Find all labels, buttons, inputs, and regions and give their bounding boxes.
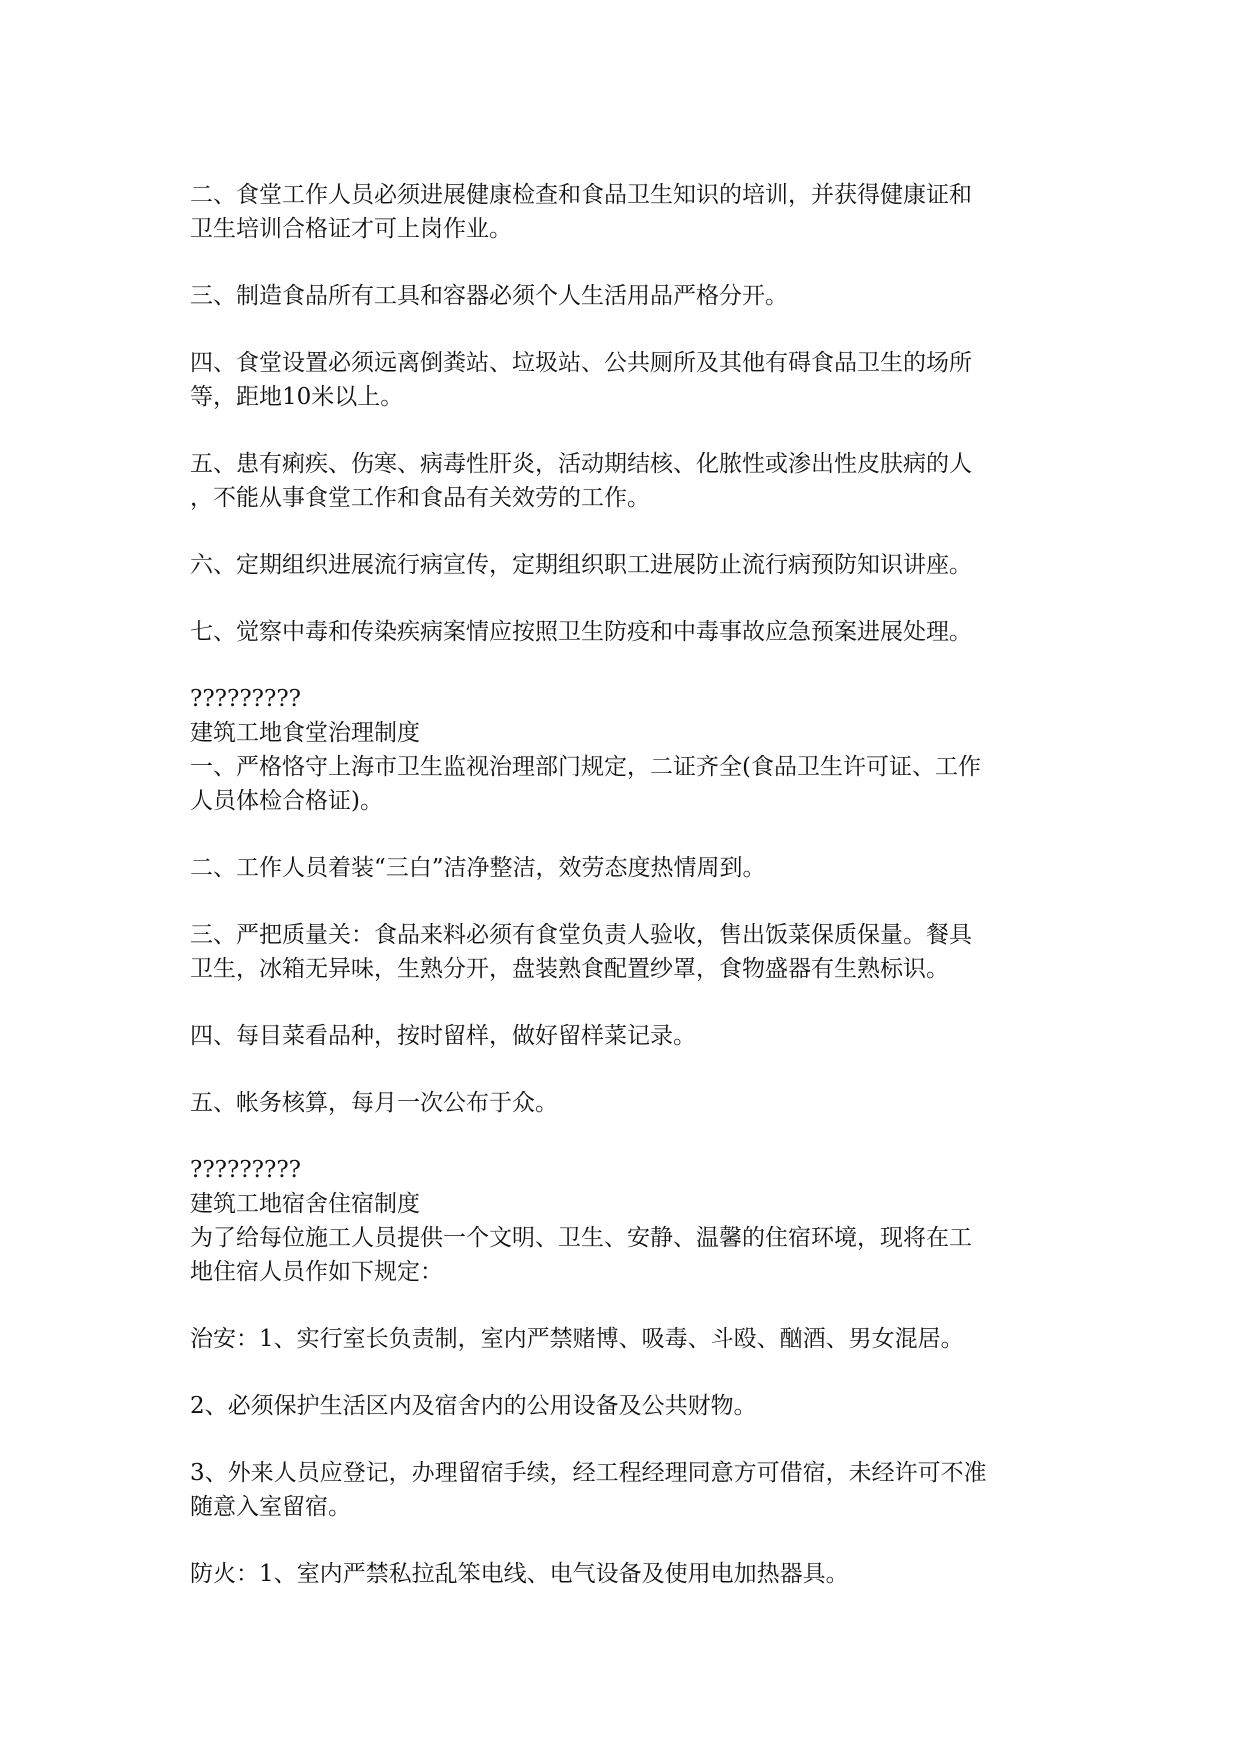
- paragraph-line: 二、食堂工作人员必须进展健康检查和食品卫生知识的培训，并获得健康证和: [190, 182, 972, 208]
- paragraph-gap: [190, 1524, 1070, 1557]
- document-content: [190, 178, 1070, 1591]
- paragraph-line: 一、严格恪守上海市卫生监视治理部门规定，二证齐全(食品卫生许可证、工作: [190, 754, 981, 780]
- paragraph-gap: [190, 246, 1070, 279]
- paragraph-gap: [190, 515, 1070, 548]
- paragraph-gap: [190, 1423, 1070, 1456]
- paragraph-gap: [190, 414, 1070, 447]
- paragraph-line: 地住宿人员作如下规定：: [190, 1259, 443, 1285]
- paragraph-gap: [190, 313, 1070, 346]
- paragraph-gap: [190, 986, 1070, 1019]
- paragraph-line: 等，距地10米以上。: [190, 384, 404, 410]
- paragraph-line: 随意入室留宿。: [190, 1494, 351, 1520]
- paragraph-line: 3、外来人员应登记，办理留宿手续，经工程经理同意方可借宿，未经许可不准: [190, 1460, 987, 1486]
- paragraph-line: 四、每目菜看品种，按时留样，做好留样菜记录。: [190, 1023, 696, 1049]
- paragraph-gap: [190, 1356, 1070, 1389]
- paragraph-gap: [190, 582, 1070, 615]
- paragraph-line: 卫生培训合格证才可上岗作业。: [190, 216, 512, 242]
- paragraph-line: 2、必须保护生活区内及宿舍内的公用设备及公共财物。: [190, 1393, 757, 1419]
- section-title: 建筑工地宿舍住宿制度: [190, 1191, 420, 1217]
- paragraph-line: 二、工作人员着装“三白”洁净整洁，效劳态度热情周到。: [190, 855, 766, 881]
- paragraph-gap: [190, 649, 1070, 682]
- paragraph-line: ，不能从事食堂工作和食品有关效劳的工作。: [190, 485, 650, 511]
- paragraph-line: 卫生，冰箱无异味，生熟分开，盘装熟食配置纱罩，食物盛器有生熟标识。: [190, 956, 949, 982]
- paragraph-gap: [190, 1289, 1070, 1322]
- paragraph-line: 四、食堂设置必须远离倒粪站、垃圾站、公共厕所及其他有碍食品卫生的场所: [190, 350, 972, 376]
- paragraph-line: 五、患有痢疾、伤寒、病毒性肝炎，活动期结核、化脓性或渗出性皮肤病的人: [190, 451, 972, 477]
- paragraph-line: 三、严把质量关：食品来料必须有食堂负责人验收，售出饭菜保质保量。餐具: [190, 922, 972, 948]
- paragraph-gap: [190, 1053, 1070, 1086]
- paragraph-line: 五、帐务核算，每月一次公布于众。: [190, 1090, 558, 1116]
- paragraph-line: 治安：1、实行室长负责制，室内严禁赌博、吸毒、斗殴、酗酒、男女混居。: [190, 1326, 964, 1352]
- paragraph-line: 为了给每位施工人员提供一个文明、卫生、安静、温馨的住宿环境，现将在工: [190, 1225, 972, 1251]
- placeholder-marks: ?????????: [190, 1157, 301, 1183]
- paragraph-gap: [190, 818, 1070, 851]
- paragraph-line: 七、觉察中毒和传染疾病案情应按照卫生防疫和中毒事故应急预案进展处理。: [190, 619, 972, 645]
- paragraph-line: 防火：1、室内严禁私拉乱笨电线、电气设备及使用电加热器具。: [190, 1561, 849, 1587]
- paragraph-line: 六、定期组织进展流行病宣传，定期组织职工进展防止流行病预防知识讲座。: [190, 552, 972, 578]
- paragraph-gap: [190, 885, 1070, 918]
- paragraph-line: 人员体检合格证)。: [190, 788, 383, 814]
- paragraph-line: 三、制造食品所有工具和容器必须个人生活用品严格分开。: [190, 283, 788, 309]
- paragraph-gap: [190, 1120, 1070, 1153]
- section-title: 建筑工地食堂治理制度: [190, 720, 420, 746]
- placeholder-marks: ?????????: [190, 686, 301, 712]
